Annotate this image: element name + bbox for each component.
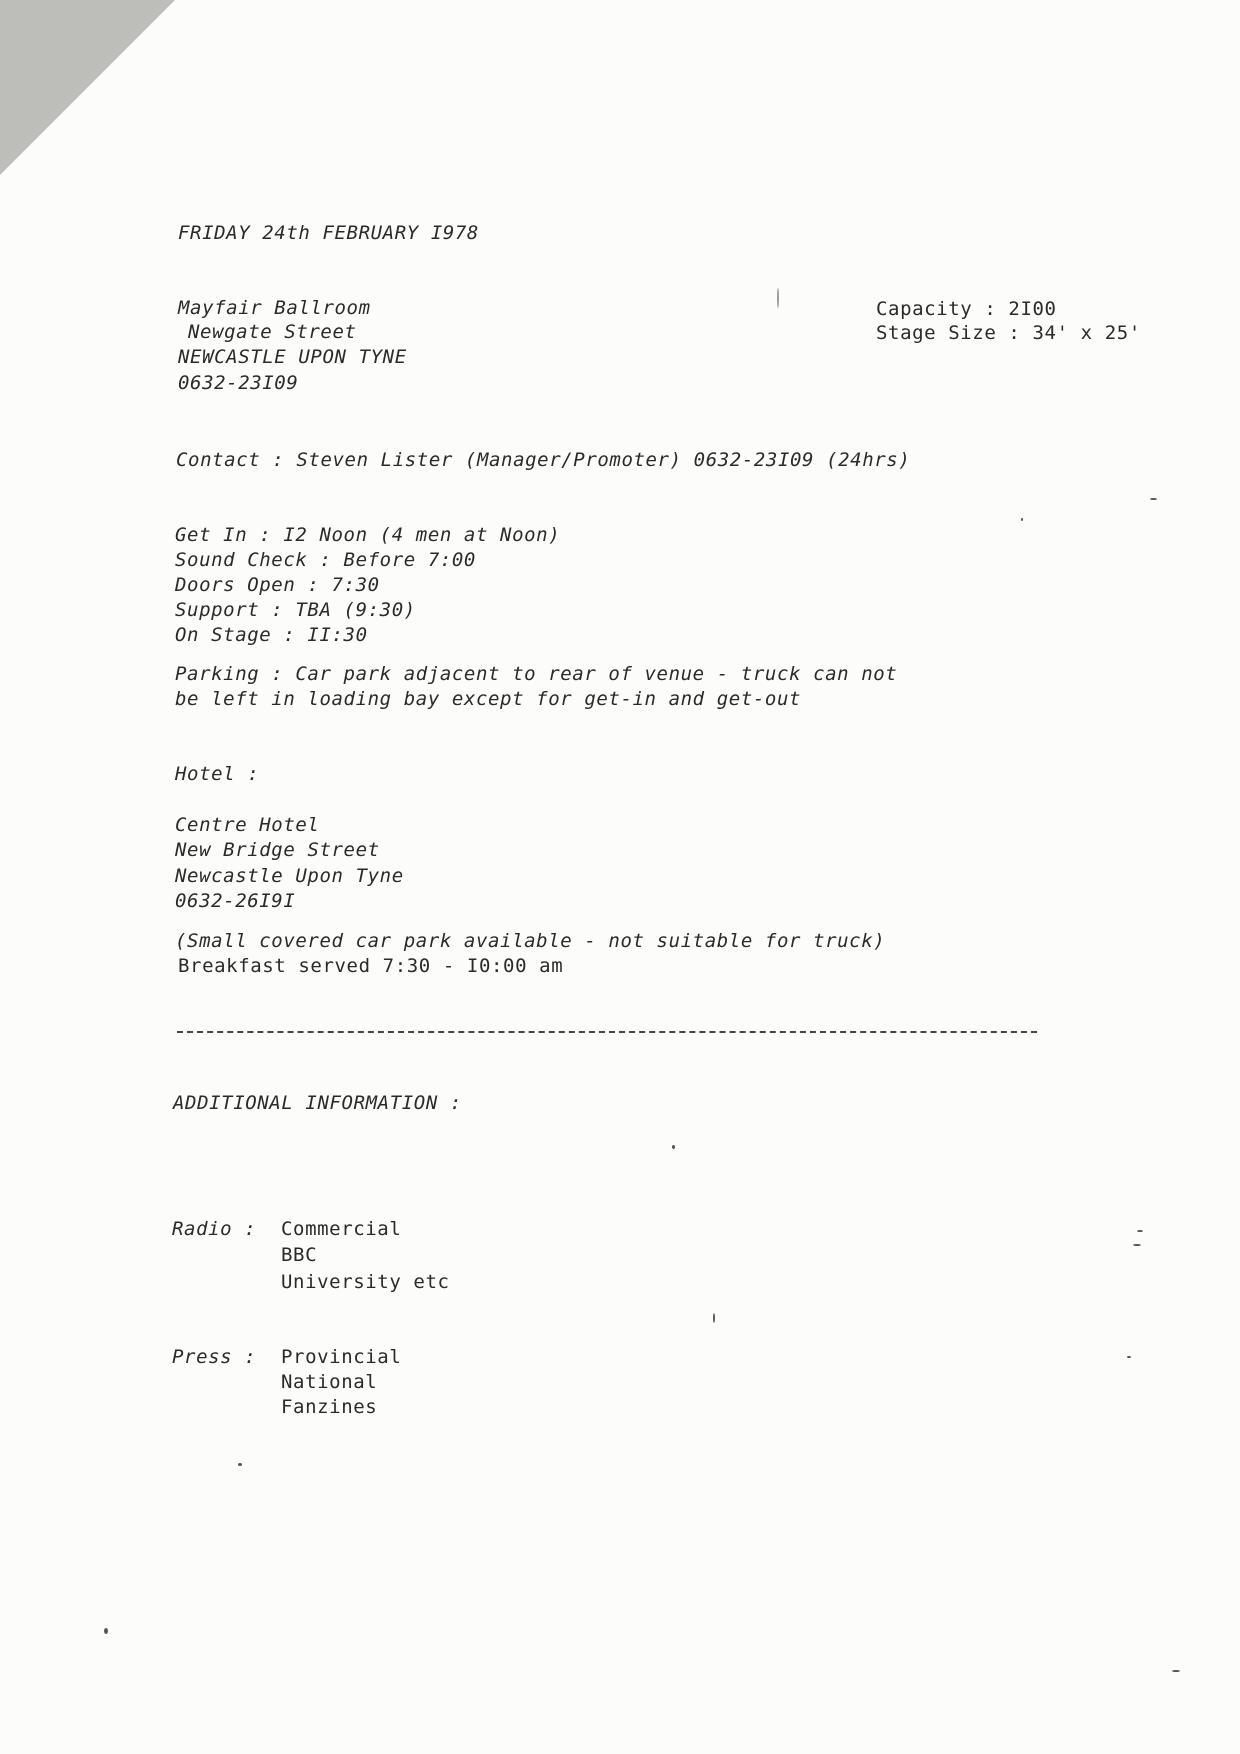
hotel-name: Centre Hotel <box>175 814 320 836</box>
press-item: National <box>281 1371 378 1393</box>
contact-line: Contact : Steven Lister (Manager/Promoter) 0632-23I09 (24hrs) <box>176 449 911 471</box>
paper-speck <box>1137 1230 1143 1232</box>
paper-speck <box>238 1463 242 1466</box>
paper-speck <box>1127 1356 1131 1358</box>
venue-street: Newgate Street <box>188 321 357 343</box>
date-heading: FRIDAY 24th FEBRUARY I978 <box>178 222 479 244</box>
venue-city: NEWCASTLE UPON TYNE <box>178 346 407 368</box>
paper-speck <box>672 1145 675 1149</box>
venue-stage-size: Stage Size : 34' x 25' <box>876 322 1141 344</box>
schedule-sound-check: Sound Check : Before 7:00 <box>175 549 476 571</box>
schedule-support: Support : TBA (9:30) <box>175 599 416 621</box>
radio-label: Radio : <box>172 1218 257 1240</box>
additional-heading: ADDITIONAL INFORMATION : <box>173 1092 462 1114</box>
paper-speck <box>777 288 779 308</box>
parking-line-2: be left in loading bay except for get-in and get-out <box>175 688 802 710</box>
radio-item: BBC <box>281 1244 318 1266</box>
paper-speck <box>1021 518 1023 521</box>
paper-speck <box>1172 1670 1180 1672</box>
parking-line-1: Parking : Car park adjacent to rear of venue - truck can not <box>175 663 898 685</box>
venue-name: Mayfair Ballroom <box>178 297 371 319</box>
venue-capacity: Capacity : 2I00 <box>876 298 1057 320</box>
radio-item: Commercial <box>281 1218 402 1240</box>
schedule-doors-open: Doors Open : 7:30 <box>175 574 380 596</box>
hotel-breakfast: Breakfast served 7:30 - I0:00 am <box>178 955 564 977</box>
hotel-label: Hotel : <box>175 763 260 785</box>
hotel-street: New Bridge Street <box>175 839 380 861</box>
paper-speck <box>104 1628 108 1634</box>
paper-speck <box>713 1313 715 1323</box>
press-item: Fanzines <box>281 1396 378 1418</box>
schedule-on-stage: On Stage : II:30 <box>175 624 368 646</box>
hotel-phone: 0632-26I9I <box>175 890 296 912</box>
press-item: Provincial <box>281 1346 402 1368</box>
hotel-city: Newcastle Upon Tyne <box>175 865 404 887</box>
paper-speck <box>1150 498 1157 500</box>
press-label: Press : <box>172 1346 257 1368</box>
venue-phone: 0632-23I09 <box>178 372 299 394</box>
schedule-get-in: Get In : I2 Noon (4 men at Noon) <box>175 524 561 546</box>
paper-speck <box>1133 1244 1141 1246</box>
hotel-note: (Small covered car park available - not suitable for truck) <box>175 930 886 952</box>
section-divider <box>177 1031 1037 1033</box>
folded-corner <box>0 0 175 175</box>
radio-item: University etc <box>281 1271 450 1293</box>
